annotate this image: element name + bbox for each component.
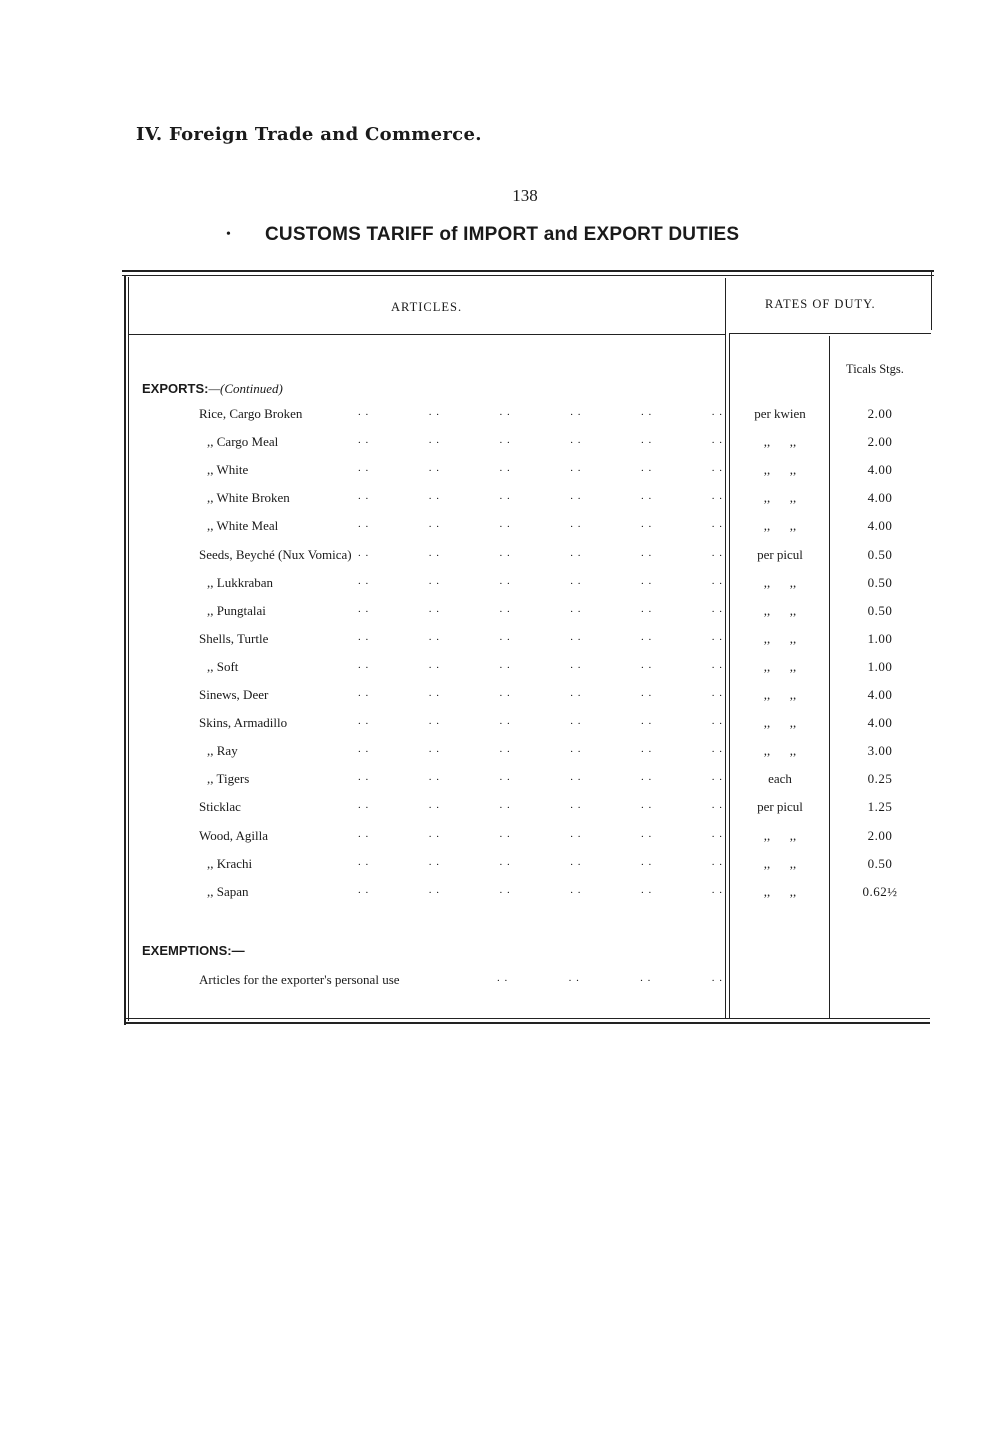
duty-basis: ,, ,, — [763, 574, 797, 590]
table-row — [0, 406, 1001, 428]
duty-rate: 0.50 — [867, 602, 893, 618]
table-row — [0, 631, 1001, 653]
duty-rate: 1.25 — [867, 799, 893, 815]
article-name: ,, Pungtalai — [207, 602, 266, 618]
duty-rate: 1.00 — [867, 630, 893, 646]
table-row — [0, 575, 1001, 597]
exemptions-label: EXEMPTIONS:— — [142, 943, 245, 958]
rates-column-header: RATES OF DUTY. — [765, 297, 876, 311]
table-row — [0, 799, 1001, 821]
leader-dots: . . . . . . . . . . . . — [358, 799, 723, 812]
header-rule-left — [128, 334, 726, 335]
article-name: ,, Sapan — [207, 883, 249, 899]
table-top-rule-inner — [122, 275, 934, 276]
table-row — [0, 518, 1001, 540]
article-name: Wood, Agilla — [199, 827, 269, 843]
duty-basis: ,, ,, — [763, 855, 797, 871]
table-top-rule — [122, 270, 934, 272]
duty-rate: 0.62½ — [862, 883, 898, 899]
duty-basis: ,, ,, — [763, 883, 797, 899]
article-name: Skins, Armadillo — [199, 715, 288, 731]
table-row — [0, 462, 1001, 484]
duty-basis: ,, ,, — [763, 518, 797, 534]
article-name: Rice, Cargo Broken — [199, 406, 303, 421]
article-name: Seeds, Beyché (Nux Vomica) — [199, 546, 352, 562]
duty-basis: per kwien — [754, 406, 806, 421]
table-row — [0, 434, 1001, 456]
duty-basis: ,, ,, — [763, 462, 797, 478]
header-rule-right — [729, 333, 931, 334]
bullet-mark: • — [226, 227, 231, 242]
leader-dots: . . . . . . . . . . . . — [358, 855, 723, 868]
duty-basis: ,, ,, — [763, 687, 797, 702]
exports-group-label — [142, 381, 283, 397]
leader-dots: . . . . . . . . . . . . — [358, 406, 723, 418]
duty-rate: 0.25 — [867, 771, 893, 787]
duty-basis: ,, ,, — [763, 658, 797, 674]
table-bottom-rule-outer — [125, 1022, 930, 1024]
duty-rate: 0.50 — [867, 546, 893, 562]
leader-dots: . . . . . . . . . . . . — [358, 490, 723, 503]
exports-label: EXPORTS: — [142, 381, 209, 396]
leader-dots: . . . . . . . . . . . . — [358, 687, 723, 699]
duty-basis: ,, ,, — [763, 630, 797, 646]
duty-basis: per picul — [757, 799, 803, 815]
article-name: ,, Lukkraban — [207, 574, 274, 590]
article-name: ,, Ray — [207, 743, 238, 759]
page-title: CUSTOMS TARIFF of IMPORT and EXPORT DUTIES — [265, 224, 740, 245]
table-row — [0, 884, 1001, 906]
leader-dots: . . . . . . . . — [497, 972, 723, 984]
section-heading: IV. Foreign Trade and Commerce. — [136, 124, 482, 145]
exports-note: —(Continued) — [208, 381, 283, 396]
table-row — [0, 828, 1001, 850]
article-name: ,, White Broken — [207, 490, 290, 506]
duty-rate: 2.00 — [867, 434, 893, 450]
leader-dots: . . . . . . . . . . . . — [358, 883, 723, 896]
leader-dots: . . . . . . . . . . . . — [358, 546, 723, 559]
page-number: 138 — [512, 186, 538, 205]
duty-rate: 1.00 — [867, 658, 893, 674]
article-name: ,, Krachi — [207, 855, 253, 871]
table-bottom-rule — [125, 1018, 930, 1019]
leader-dots: . . . . . . . . . . . . — [358, 630, 723, 643]
leader-dots: . . . . . . . . . . . . — [358, 715, 723, 728]
exemption-row — [0, 972, 1001, 994]
leader-dots: . . . . . . . . . . . . — [358, 658, 723, 671]
table-row — [0, 771, 1001, 793]
leader-dots: . . . . . . . . . . . . — [358, 434, 723, 447]
duty-rate: 2.00 — [867, 827, 893, 843]
duty-rate: 0.50 — [867, 574, 893, 590]
duty-basis: ,, ,, — [763, 434, 797, 450]
duty-basis: ,, ,, — [763, 743, 797, 759]
article-name: ,, Tigers — [207, 771, 250, 787]
table-row — [0, 715, 1001, 737]
table-row — [0, 687, 1001, 709]
articles-column-header: ARTICLES. — [391, 300, 463, 314]
leader-dots: . . . . . . . . . . . . — [358, 827, 723, 840]
duty-basis: ,, ,, — [763, 827, 797, 843]
table-row — [0, 743, 1001, 765]
duty-rate: 4.00 — [867, 715, 893, 731]
article-name: ,, Soft — [207, 658, 239, 674]
leader-dots: . . . . . . . . . . . . — [358, 462, 723, 475]
duty-basis: each — [768, 771, 792, 787]
article-name: Shells, Turtle — [199, 630, 269, 646]
leader-dots: . . . . . . . . . . . . — [358, 602, 723, 615]
duty-basis: ,, ,, — [763, 490, 797, 506]
article-name: Sinews, Deer — [199, 687, 269, 702]
duty-rate: 2.00 — [867, 406, 893, 421]
article-name: ,, White — [207, 462, 249, 478]
table-row — [0, 856, 1001, 878]
duty-basis: ,, ,, — [763, 602, 797, 618]
table-right-border — [931, 270, 932, 330]
leader-dots: . . . . . . . . . . . . — [358, 743, 723, 756]
table-row — [0, 659, 1001, 681]
duty-rate: 4.00 — [867, 490, 893, 506]
duty-basis: per picul — [757, 546, 803, 562]
duty-rate: 4.00 — [867, 462, 893, 478]
duty-rate: 0.50 — [867, 855, 893, 871]
article-name: ,, White Meal — [207, 518, 279, 534]
leader-dots: . . . . . . . . . . . . — [358, 574, 723, 587]
duty-rate: 4.00 — [867, 518, 893, 534]
duty-rate: 3.00 — [867, 743, 893, 759]
leader-dots: . . . . . . . . . . . . — [358, 771, 723, 784]
table-row — [0, 547, 1001, 569]
exemptions-group-label — [142, 943, 245, 959]
article-name: ,, Cargo Meal — [207, 434, 279, 450]
duty-rate: 4.00 — [867, 687, 893, 702]
rate-unit-header: Ticals Stgs. — [846, 362, 904, 376]
table-row — [0, 490, 1001, 512]
article-name: Sticklac — [199, 799, 241, 815]
exemption-item: Articles for the exporter's personal use — [199, 972, 400, 987]
duty-basis: ,, ,, — [763, 715, 797, 731]
leader-dots: . . . . . . . . . . . . — [358, 518, 723, 531]
table-row — [0, 603, 1001, 625]
